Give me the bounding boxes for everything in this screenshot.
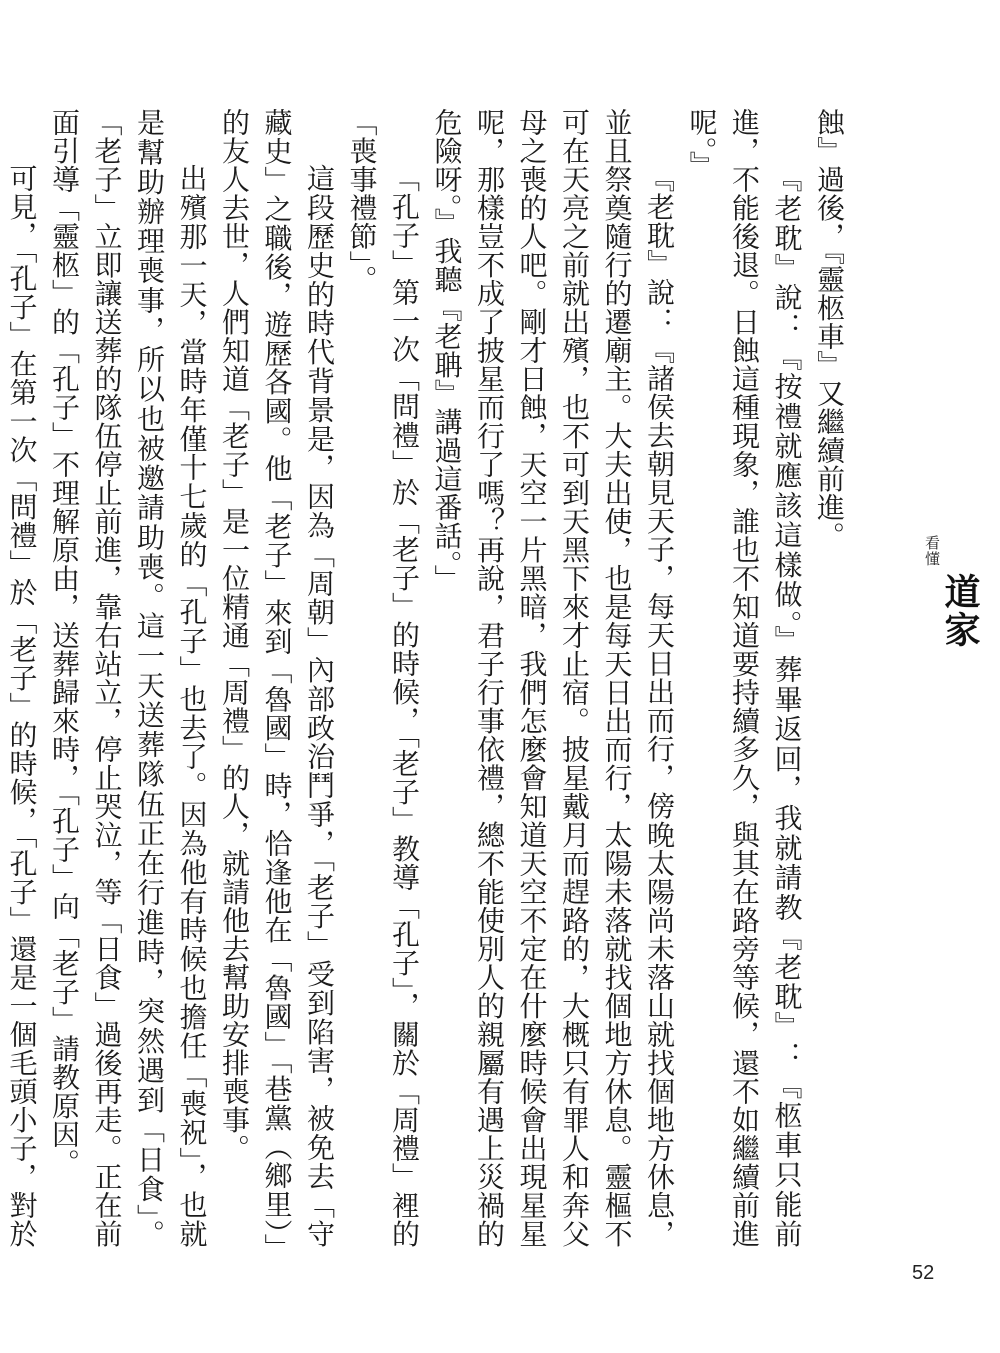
header-title: 道家 (939, 573, 981, 649)
paragraph: 「孔子」第一次「問禮」於「老子」的時候，「老子」教導「孔子」，關於「周禮」裡的「喪事禮節」。 (345, 108, 421, 1248)
header-subtitle: 看懂 (923, 535, 941, 567)
running-header (912, 535, 981, 675)
page-number: 52 (912, 1262, 935, 1284)
paragraph: 『老耽』說：『諸侯去朝見天子，每天日出而行，傍晚太陽尚未落山就找個地方休息，並且祭奠隨行的遷廟主。大夫出使，也是每天日出而行，太陽未落就找個地方休息。靈樞不可在天亮之前就出殯，也不可到天黑下來才止宿。披星戴月而趕路的，大概只有罪人和奔父母之喪的人吧。剛才日蝕，天空一片黑暗，我們怎麼會知道天空不定在什麼時候會出現星星呢，那樣豈不成了披星而行了嗎？再說，君子行事依禮，總不能使別人的親屬有遇上災禍的危險呀。』我聽『老聃』講過這番話。」 (430, 108, 676, 1248)
body-text (5, 108, 850, 1248)
paragraph: 蝕』過後，『靈柩車』又繼續前進。 (813, 108, 846, 550)
paragraph: 這段歷史的時代背景是，因為「周朝」內部政治鬥爭，「老子」受到陷害，被免去「守藏史」之職後，遊歷各國。他「老子」來到「魯國」時，恰逢他在「魯國」「巷黨（鄉里）」的友人去世，人們知道「老子」是一位精通「周禮」的人，就請他去幫助安排喪事。 (218, 108, 336, 1248)
paragraph: 出殯那一天，當時年僅十七歲的「孔子」也去了。因為他有時候也擔任「喪祝」，也就是幫助辦理喪事，所以也被邀請助喪。這一天送葬隊伍正在行進時，突然遇到「日食」。「老子」立即讓送葬的隊伍停止前進，靠右站立，停止哭泣，等「日食」過後再走。正在前面引導「靈柩」的「孔子」不理解原由，送葬歸來時，「孔子」向「老子」請教原因。 (48, 108, 209, 1248)
paragraph: 可見，「孔子」在第一次「問禮」於「老子」的時候，「孔子」還是一個毛頭小子，對於 (5, 164, 39, 1248)
paragraph: 『老耽』說：『按禮就應該這樣做。』葬畢返回，我就請教『老耽』：『柩車只能前進，不能後退。日蝕這種現象，誰也不知道要持續多久，與其在路旁等候，還不如繼續前進呢。』 (685, 108, 804, 1248)
